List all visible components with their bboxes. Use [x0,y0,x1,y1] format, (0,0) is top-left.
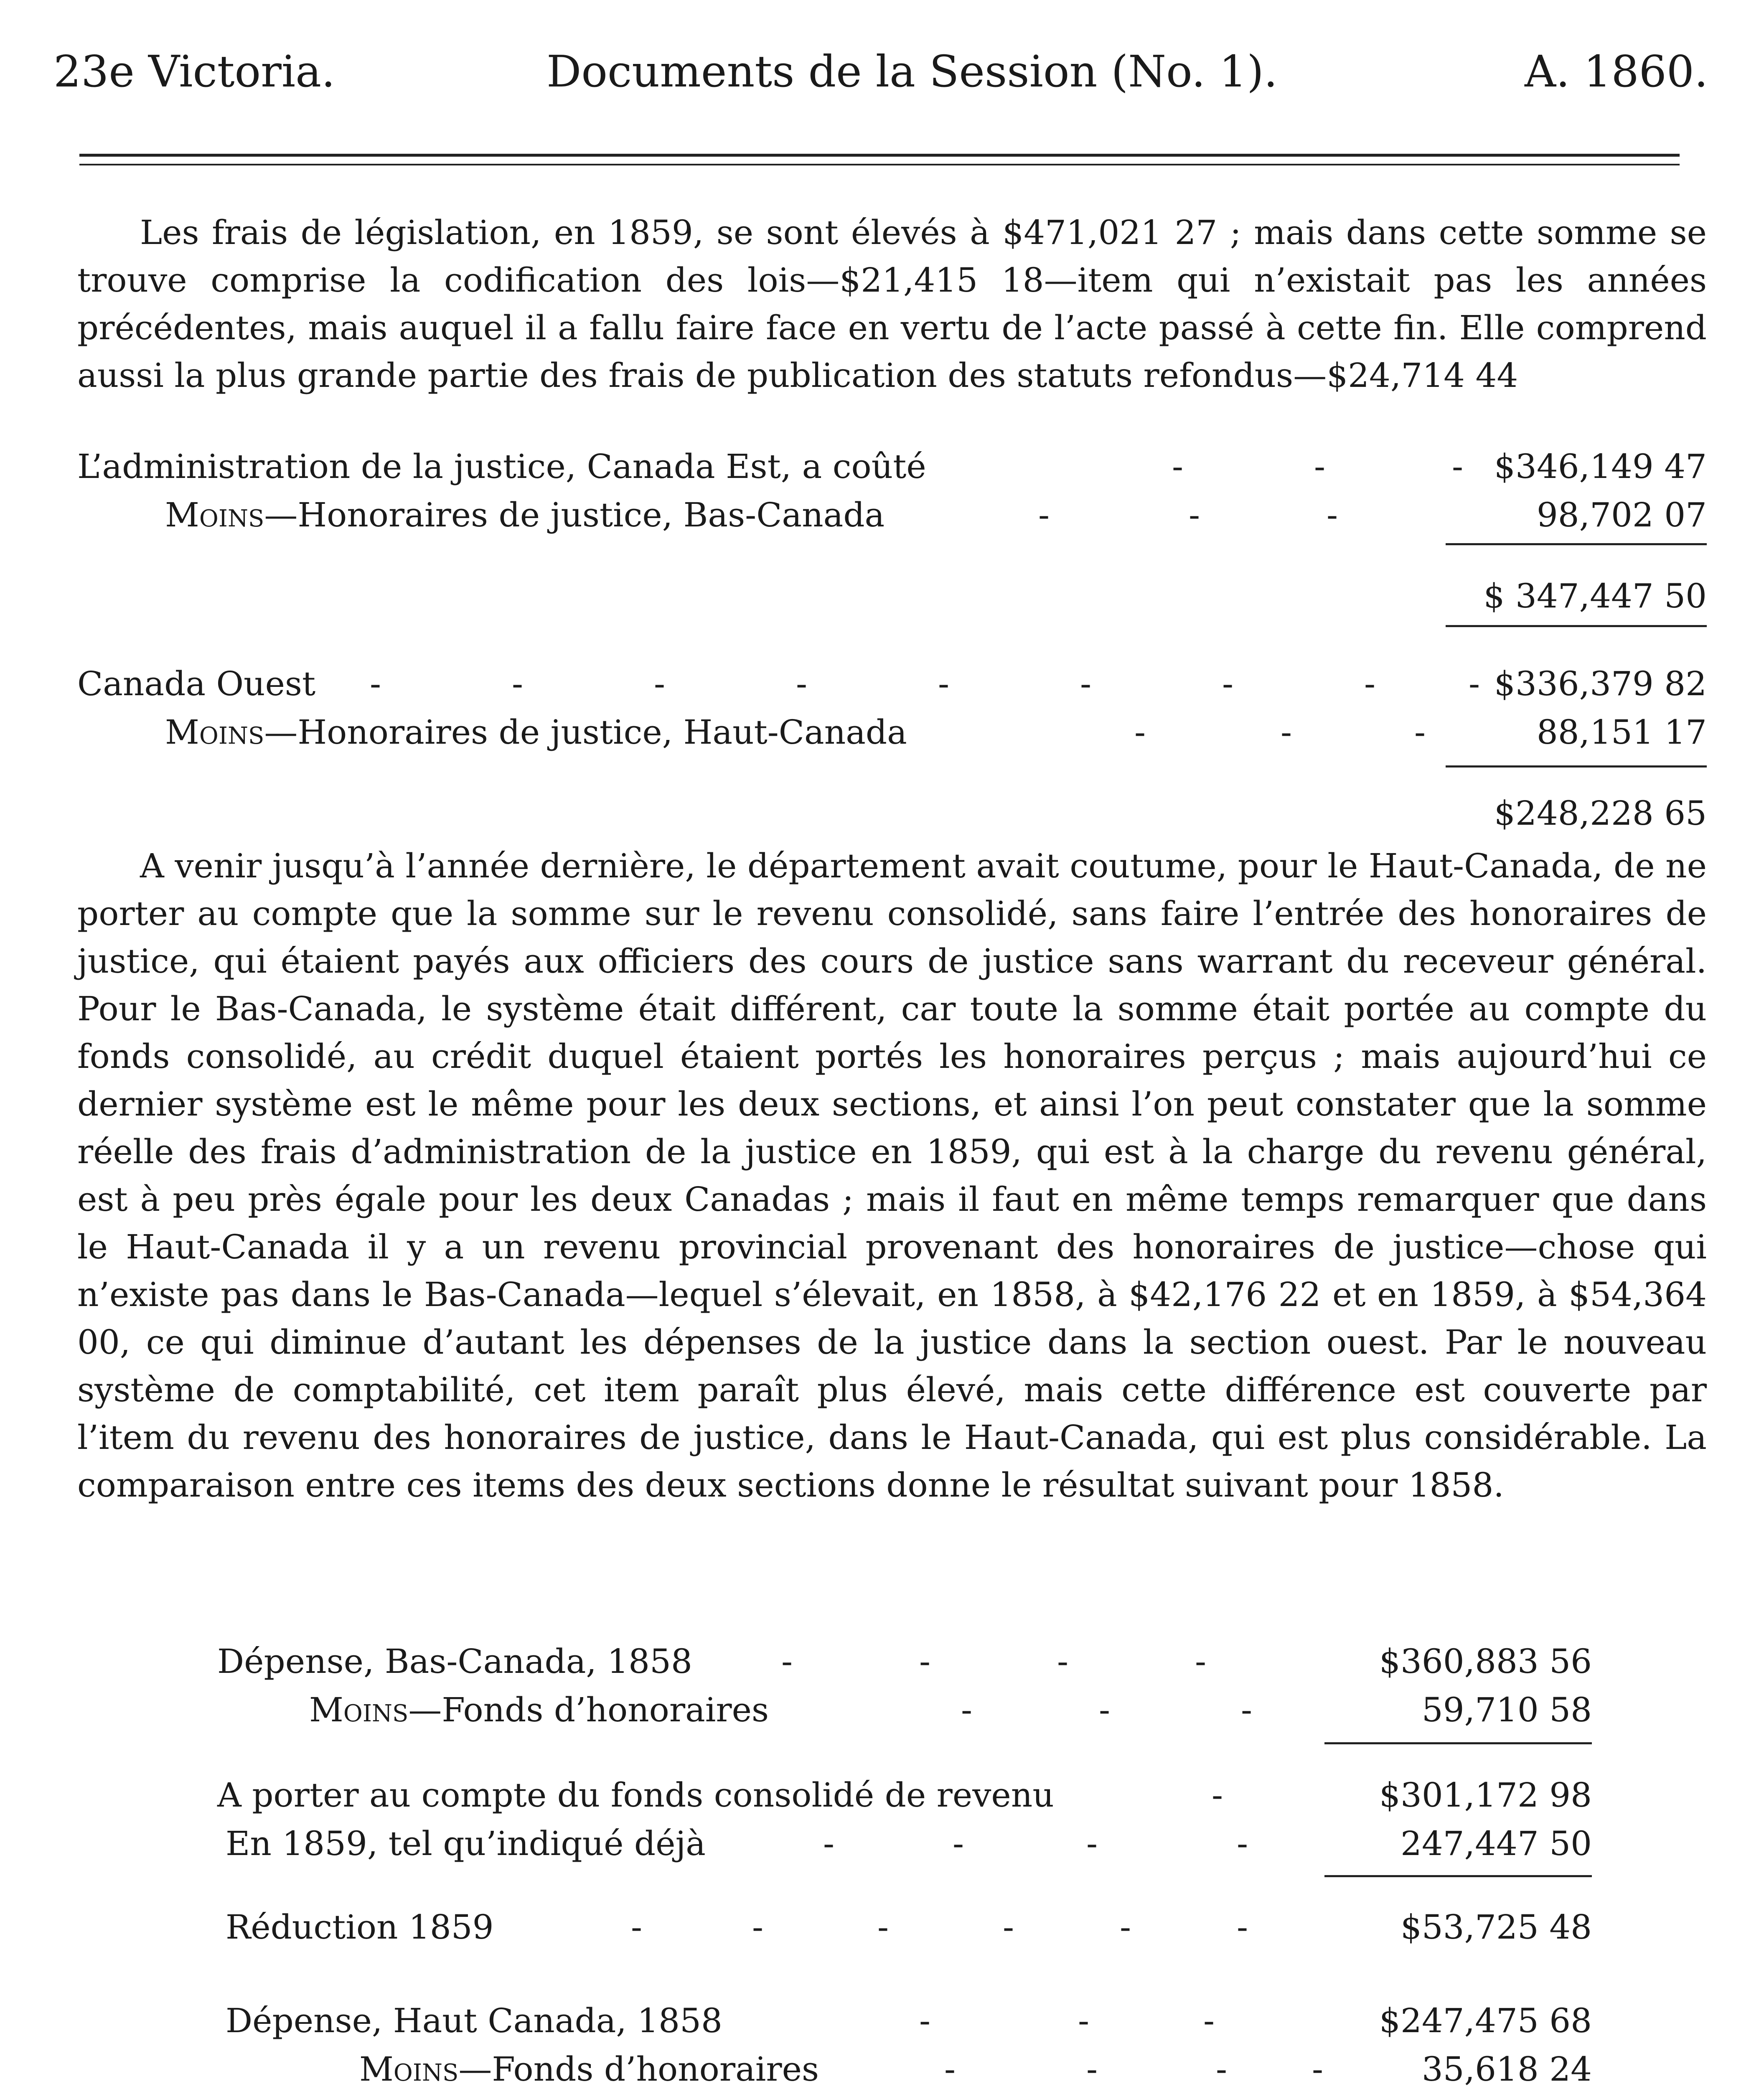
row-fonds-bas-canada [209,1686,1592,1734]
leader-dash: - [781,1642,793,1681]
row-justice-est [77,443,1707,490]
leader-dash: - [1086,1824,1098,1863]
paragraph-legislation: Les frais de législation, en 1859, se sont élevés à $471,021 27 ; mais dans cette somme se trouve comprise la codification des lois—$21,415 18—item qui n’existait pas les années précédentes, mais auquel il a fallu faire face en vertu de l’acte passé à cette fin. Elle comprend aussi la plus grande partie des frais de publication des statuts refondus—$24,714 44 [77,213,1707,395]
leader-dash: - [1237,1824,1248,1863]
row-label: —Honoraires de justice, Bas-Canada [264,496,885,534]
leader-dash: - [1003,1908,1014,1947]
leader-dash: - [1195,1642,1207,1681]
leader-dash: - [1216,2050,1228,2089]
leader-dash: - [823,1824,835,1863]
leader-dash: - [1078,2001,1090,2040]
row-label: A porter au compte du fonds consolidé de revenu [217,1776,1054,1815]
leader-dash: - [1203,2001,1215,2040]
leader-dash: - [961,1690,973,1729]
row-canada-ouest-net [77,790,1707,837]
row-deja-bas-canada [209,1820,1592,1868]
row-amount: $53,725 48 [1400,1908,1592,1947]
header-year: A. 1860. [1525,46,1708,97]
sum-rule [1324,1875,1592,1877]
paragraph-justice-system: A venir jusqu’à l’année dernière, le département avait coutume, pour le Haut-Canada, de ne porter au compte que la somme sur le revenu consolidé, sans faire l’entrée des honoraires de justice, qui étaient payés aux officiers des cours de justice sans warrant du receveur général. Pour le Bas-Canada, le système était différent, car toute la somme était portée au compte du fonds consolidé, au crédit duquel étaient portés les honoraires perçus ; mais aujourd’hui ce dernier système est le même pour les deux sections, et ainsi l’on peut constater que la somme réelle des frais d’administration de la justice en 1859, qui est à la charge du revenu général, est à peu près égale pour les deux Canadas ; mais il faut en même temps remarquer que dans le Haut-Canada il y a un revenu provincial provenant des honoraires de justice—chose qui n’existe pas dans le Bas-Canada—lequel s’élevait, en 1858, à $42,176 22 et en 1859, à $54,364 00, ce qui diminue d’autant les dépenses de la justice dans la section ouest. Par le nouveau système de comptabilité, cet item paraît plus élevé, mais cette différence est couverte par l’item du revenu des honoraires de justice, dans le Haut-Canada, qui est plus considérable. La comparaison entre ces items des deux sections donne le résultat suivant pour 1858. [77,846,1707,1504]
leader-dash: - [654,664,666,703]
row-porter-bas-canada [209,1771,1592,1819]
leader-dash: - [752,1908,764,1947]
sum-rule [1324,1742,1592,1744]
leader-dash: - [1314,447,1326,486]
row-amount: $360,883 56 [1379,1642,1592,1681]
row-label: —Fonds d’honoraires [458,2050,819,2089]
row-amount: 98,702 07 [1536,496,1707,534]
moins-label: Moins [309,1690,409,1729]
leader-dash: - [919,1642,931,1681]
row-canada-ouest [77,660,1707,708]
leader-dash: - [796,664,808,703]
row-label: En 1859, tel qu’indiqué déjà [226,1824,706,1863]
leader-dash: - [1327,496,1338,534]
row-amount: $301,172 98 [1379,1776,1592,1815]
row-label: Dépense, Haut Canada, 1858 [226,2001,722,2040]
header-rule-thick [79,154,1680,157]
row-moins-haut-canada [77,709,1707,756]
row-depense-bas-canada [209,1638,1592,1685]
row-amount: $336,379 82 [1494,664,1707,703]
leader-dash: - [1038,496,1050,534]
row-amount: 59,710 58 [1421,1690,1592,1729]
leader-dash: - [512,664,524,703]
row-moins-bas-canada [77,491,1707,539]
row-amount: $247,475 68 [1379,2001,1592,2040]
header-session: 23e Victoria. [53,46,336,97]
leader-dash: - [1212,1776,1223,1815]
row-amount: 88,151 17 [1536,713,1707,752]
row-label: —Honoraires de justice, Haut-Canada [264,713,907,752]
moins-label: Moins [165,713,264,752]
header-rule-thin [79,164,1680,165]
leader-dash: - [919,2001,931,2040]
leader-dash: - [1086,2050,1098,2089]
leader-dash: - [953,1824,964,1863]
row-label: Canada Ouest [77,664,316,703]
moins-label: Moins [165,496,264,534]
row-label: —Fonds d’honoraires [408,1690,769,1729]
header-title: Documents de la Session (No. 1). [546,46,1278,97]
row-reduction [209,1903,1592,1951]
row-fonds-haut-canada [209,2046,1592,2089]
moins-label: Moins [359,2050,459,2089]
row-label: Réduction 1859 [226,1908,494,1947]
leader-dash: - [1281,713,1292,752]
row-justice-est-net [77,572,1707,620]
leader-dash: - [370,664,381,703]
leader-dash: - [1469,664,1480,703]
page-header [53,46,1708,100]
row-amount: $346,149 47 [1494,447,1707,486]
leader-dash: - [1189,496,1200,534]
sum-rule [1446,765,1707,767]
row-amount: 35,618 24 [1421,2050,1592,2089]
leader-dash: - [877,1908,889,1947]
sum-rule [1446,543,1707,545]
row-amount: 247,447 50 [1400,1824,1592,1863]
row-amount: $ 347,447 50 [1483,577,1707,615]
leader-dash: - [1241,1690,1253,1729]
leader-dash: - [944,2050,956,2089]
row-amount: $248,228 65 [1494,794,1707,833]
row-label: L’administration de la justice, Canada Est, a coûté [77,447,926,486]
leader-dash: - [1120,1908,1131,1947]
leader-dash: - [1452,447,1464,486]
leader-dash: - [1312,2050,1324,2089]
leader-dash: - [1237,1908,1248,1947]
leader-dash: - [631,1908,643,1947]
leader-dash: - [1222,664,1234,703]
leader-dash: - [938,664,950,703]
row-depense-haut-canada [209,1997,1592,2045]
leader-dash: - [1414,713,1426,752]
sum-rule [1446,625,1707,627]
leader-dash: - [1364,664,1376,703]
leader-dash: - [1080,664,1092,703]
leader-dash: - [1172,447,1184,486]
row-label: Dépense, Bas-Canada, 1858 [217,1642,692,1681]
leader-dash: - [1099,1690,1111,1729]
leader-dash: - [1057,1642,1069,1681]
leader-dash: - [1134,713,1146,752]
